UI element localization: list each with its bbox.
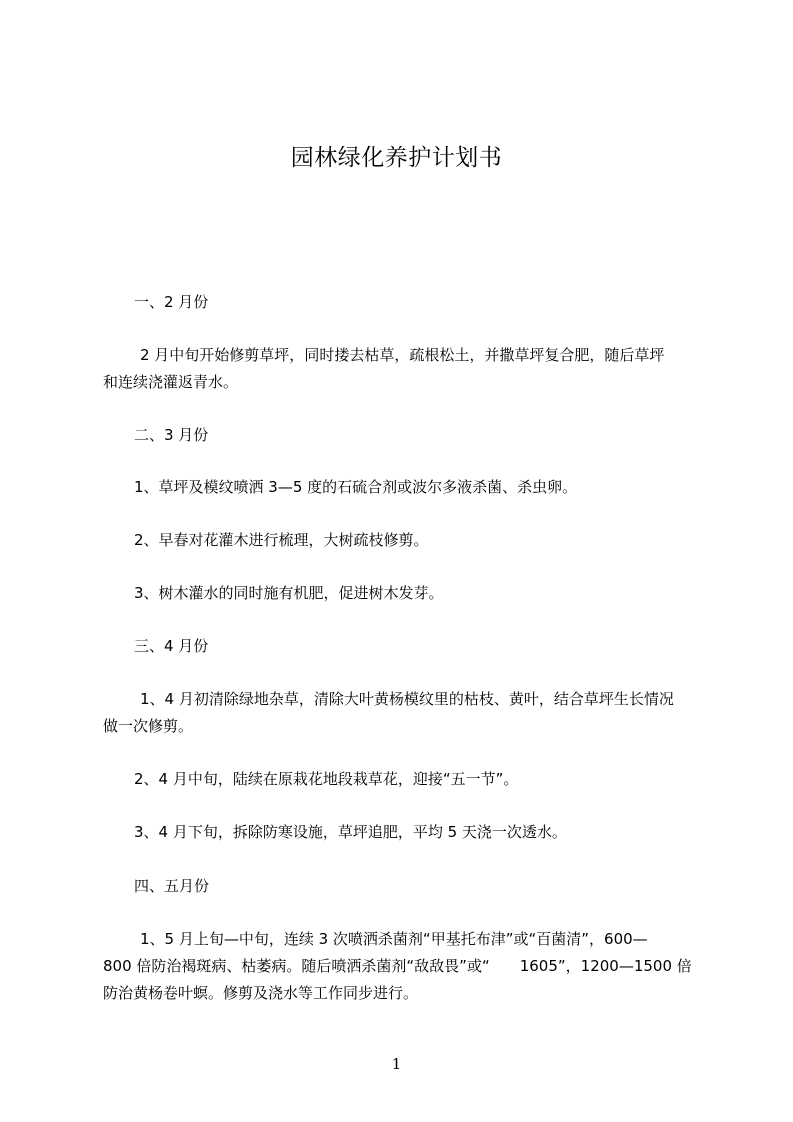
section-heading-may: 四、五月份 xyxy=(134,877,210,895)
list-item-apr-1-line-1: 1、4 月初清除绿地杂草，清除大叶黄杨模纹里的枯枝、黄叶，结合草坪生长情况 xyxy=(140,690,674,708)
list-item-apr-3: 3、4 月下旬，拆除防寒设施，草坪追肥，平均 5 天浇一次透水。 xyxy=(134,823,567,841)
document-title: 园林绿化养护计划书 xyxy=(290,145,503,171)
list-item-mar-3: 3、树木灌水的同时施有机肥，促进树木发芽。 xyxy=(134,584,444,602)
paragraph-feb-line-1: 2 月中旬开始修剪草坪，同时搂去枯草，疏根松土，并撒草坪复合肥，随后草坪 xyxy=(140,346,665,364)
paragraph-feb-line-2: 和连续浇灌返青水。 xyxy=(103,373,239,391)
page-number: 1 xyxy=(391,1055,402,1073)
list-item-apr-2: 2、4 月中旬，陆续在原栽花地段栽草花，迎接“五一节”。 xyxy=(134,770,519,788)
list-item-may-1-line-3: 防治黄杨卷叶螟。修剪及浇水等工作同步进行。 xyxy=(103,984,419,1002)
section-heading-mar: 二、3 月份 xyxy=(134,426,209,444)
list-item-mar-1: 1、草坪及模纹喷洒 3—5 度的石硫合剂或波尔多液杀菌、杀虫卵。 xyxy=(134,478,578,496)
section-heading-apr: 三、4 月份 xyxy=(134,637,209,655)
list-item-may-1-line-1: 1、5 月上旬—中旬，连续 3 次喷洒杀菌剂“甲基托布津”或“百菌清”，600— xyxy=(140,930,648,948)
list-item-apr-1-line-2: 做一次修剪。 xyxy=(103,717,194,735)
section-heading-feb: 一、2 月份 xyxy=(134,293,209,311)
list-item-mar-2: 2、早春对花灌木进行梳理，大树疏枝修剪。 xyxy=(134,531,429,549)
list-item-may-1-line-2: 800 倍防治褐斑病、枯萎病。随后喷洒杀菌剂“敌敌畏”或“ 1605”，1200—1500 倍 xyxy=(103,957,692,975)
